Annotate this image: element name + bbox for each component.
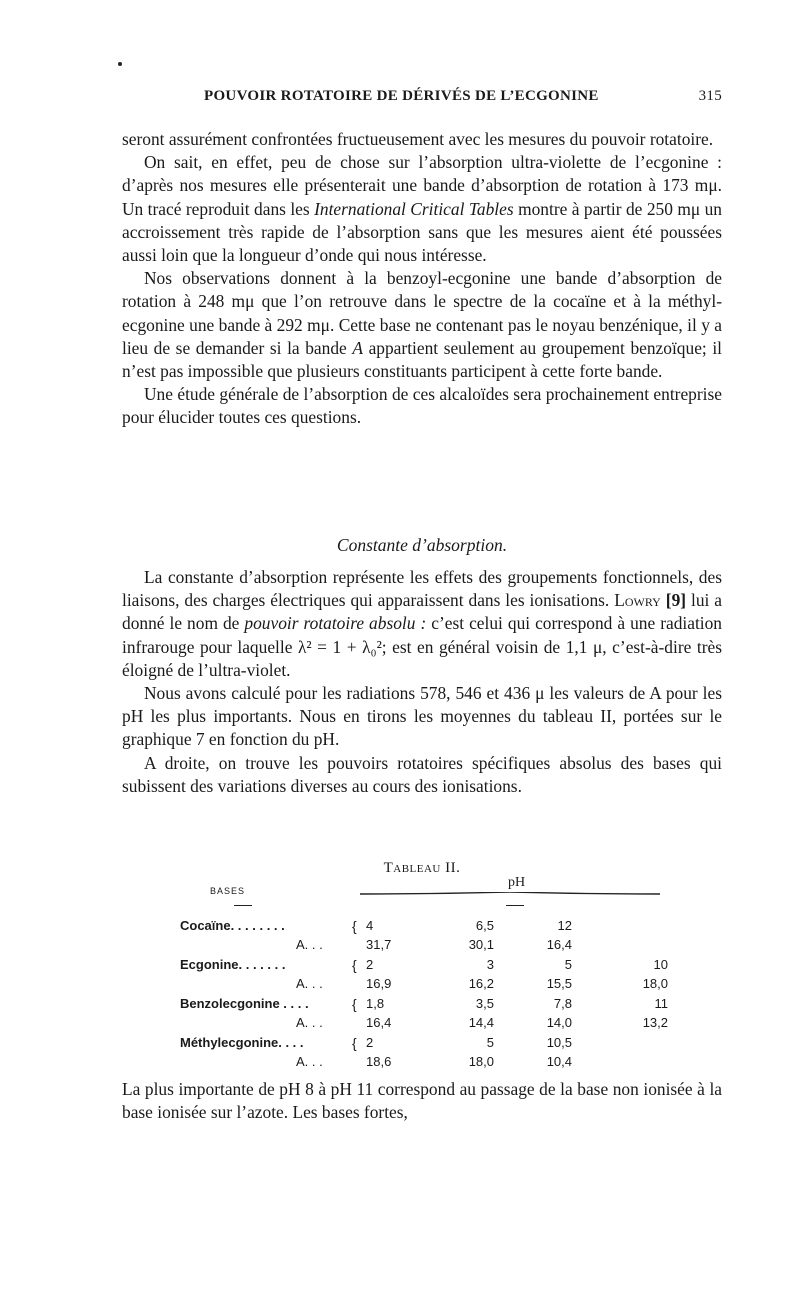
row-brace: {: [352, 957, 357, 973]
table-row: [122, 996, 722, 1014]
cell: 5: [486, 1035, 494, 1050]
row-a-label: A. . .: [296, 937, 323, 952]
cell: 10,5: [546, 1035, 572, 1050]
table-row: [122, 918, 722, 936]
cell: 3: [486, 957, 494, 972]
cell: 12: [557, 918, 572, 933]
p3-italic: A: [352, 337, 363, 358]
paragraph-8: La plus importante de pH 8 à pH 11 correspond au passage de la base non ionisée à la base ionisée sur l’azote. Les bases fortes,: [122, 1079, 722, 1123]
cell: 11: [654, 996, 668, 1011]
cell: 14,0: [546, 1015, 572, 1030]
row-brace: {: [352, 918, 357, 934]
paragraph-7: A droite, on trouve les pouvoirs rotatoires spécifiques absolus des bases qui subissent des variations diverses au cours des ionisations.: [122, 752, 722, 796]
p5-reference: [9]: [665, 590, 687, 611]
bases-header: BASES: [210, 886, 246, 896]
bases-dash: [234, 905, 252, 906]
table-title: Tableau II.: [383, 860, 461, 876]
cell: 2: [366, 1035, 374, 1050]
cell: 1,8: [366, 996, 385, 1011]
table-row: [122, 1035, 722, 1053]
paragraph-1: seront assurément confrontées fructueusement avec les mesures du pouvoir rotatoire.: [122, 129, 714, 149]
table-row: [122, 1054, 722, 1072]
p5-text-b: lui a donné le nom de: [122, 590, 722, 634]
row-brace: {: [352, 996, 357, 1012]
cell: 4: [366, 918, 374, 933]
p2-text-b: montre à partir de 250 mμ un accroissement très rapide de l’absorption sans que les mesures aient été poussées aussi loin que la longueur d’onde qui nous intéresse.: [122, 198, 722, 266]
p5-text-c: c’est celui qui correspond à une radiation infrarouge pour laquelle: [122, 613, 723, 657]
cell: 16,9: [366, 976, 392, 991]
cell: 16,2: [468, 976, 494, 991]
cell: 6,5: [475, 918, 494, 933]
cell: 14,4: [468, 1015, 494, 1030]
row-a-label: A. . .: [296, 1015, 323, 1030]
p5-author: Lowry: [614, 590, 661, 611]
p2-italic: International Critical Tables: [314, 198, 514, 219]
row-a-label: A. . .: [296, 976, 323, 991]
cell: 7,8: [553, 996, 572, 1011]
ph-header: pH: [508, 875, 526, 890]
print-speck: [118, 62, 122, 66]
section-title: Constante d’absorption.: [336, 535, 508, 555]
body-text-top: [122, 128, 722, 430]
p5-text-d: est en général voisin de 1,1 μ, c’est-à-dire très éloigné de l’ultra-violet.: [122, 636, 722, 680]
paragraph-3: [122, 267, 722, 383]
row-a-label: A. . .: [296, 1054, 323, 1069]
p3-text-b: appartient seulement au groupement benzoïque; il n’est pas impossible que plusieurs constituants participent à cette forte bande.: [122, 337, 722, 382]
cell: 3,5: [475, 996, 494, 1011]
cell: 16,4: [366, 1015, 392, 1030]
ph-brace-rule: [360, 892, 660, 896]
cell: 15,5: [546, 976, 572, 991]
body-text-middle: [122, 566, 722, 798]
paragraph-5: [122, 566, 722, 682]
cell: 18,6: [366, 1054, 392, 1069]
paragraph-4: Une étude générale de l’absorption de ces alcaloïdes sera prochainement entreprise pour élucider toutes ces questions.: [122, 384, 722, 428]
row-base-name: Cocaïne. . . . . . . .: [180, 918, 285, 933]
table-row: [122, 957, 722, 975]
cell: 18,0: [642, 976, 668, 991]
ph-dash: [506, 905, 524, 906]
paragraph-6: Nous avons calculé pour les radiations 578, 546 et 436 μ les valeurs de A pour les pH les plus importants. Nous en tirons les moyennes du tableau II, portées sur le graphique 7 en fonction du pH.: [122, 683, 722, 750]
cell: 18,0: [468, 1054, 494, 1069]
cell: 10: [653, 957, 668, 972]
row-base-name: Ecgonine. . . . . . .: [180, 957, 286, 972]
table-row: [122, 937, 722, 955]
body-text-bottom: [122, 1078, 722, 1124]
cell: 30,1: [468, 937, 494, 952]
row-base-name: Méthylecgonine. . . .: [180, 1035, 304, 1050]
page-number: 315: [698, 88, 722, 104]
paragraph-2: [122, 151, 722, 267]
cell: 13,2: [642, 1015, 668, 1030]
cell: 5: [564, 957, 572, 972]
p5-text-a: La constante d’absorption représente les effets des groupements fonctionnels, des liaisons, des charges électriques qui apparaissent dans les ionisations.: [122, 567, 722, 611]
p5-formula: λ² = 1 + λ₀²;: [297, 636, 387, 657]
p3-text-a: Nos observations donnent à la benzoyl-ecgonine une bande d’absorption de rotation à 248 mμ que l’on retrouve dans le spectre de la cocaïne et à la méthyl-ecgonine une bande à 292 mμ. Cette base ne contenant pas le noyau benzénique, il y a lieu de se demander si la bande: [122, 268, 722, 358]
table-row: [122, 1015, 722, 1033]
p2-text-a: On sait, en effet, peu de chose sur l’absorption ultra-violette de l’ecgonine : d’après nos mesures elle présenterait une bande d’absorption de rotation à 173 mμ. Un tracé reproduit dans les: [122, 152, 722, 219]
cell: 31,7: [366, 937, 392, 952]
cell: 10,4: [546, 1054, 572, 1069]
row-brace: {: [352, 1035, 357, 1051]
cell: 16,4: [546, 937, 572, 952]
cell: 2: [366, 957, 374, 972]
table-row: [122, 976, 722, 994]
row-base-name: Benzolecgonine . . . .: [180, 996, 309, 1011]
p5-italic: pouvoir rotatoire absolu :: [244, 613, 427, 634]
running-title: POUVOIR ROTATOIRE DE DÉRIVÉS DE L’ECGONINE: [204, 88, 599, 104]
